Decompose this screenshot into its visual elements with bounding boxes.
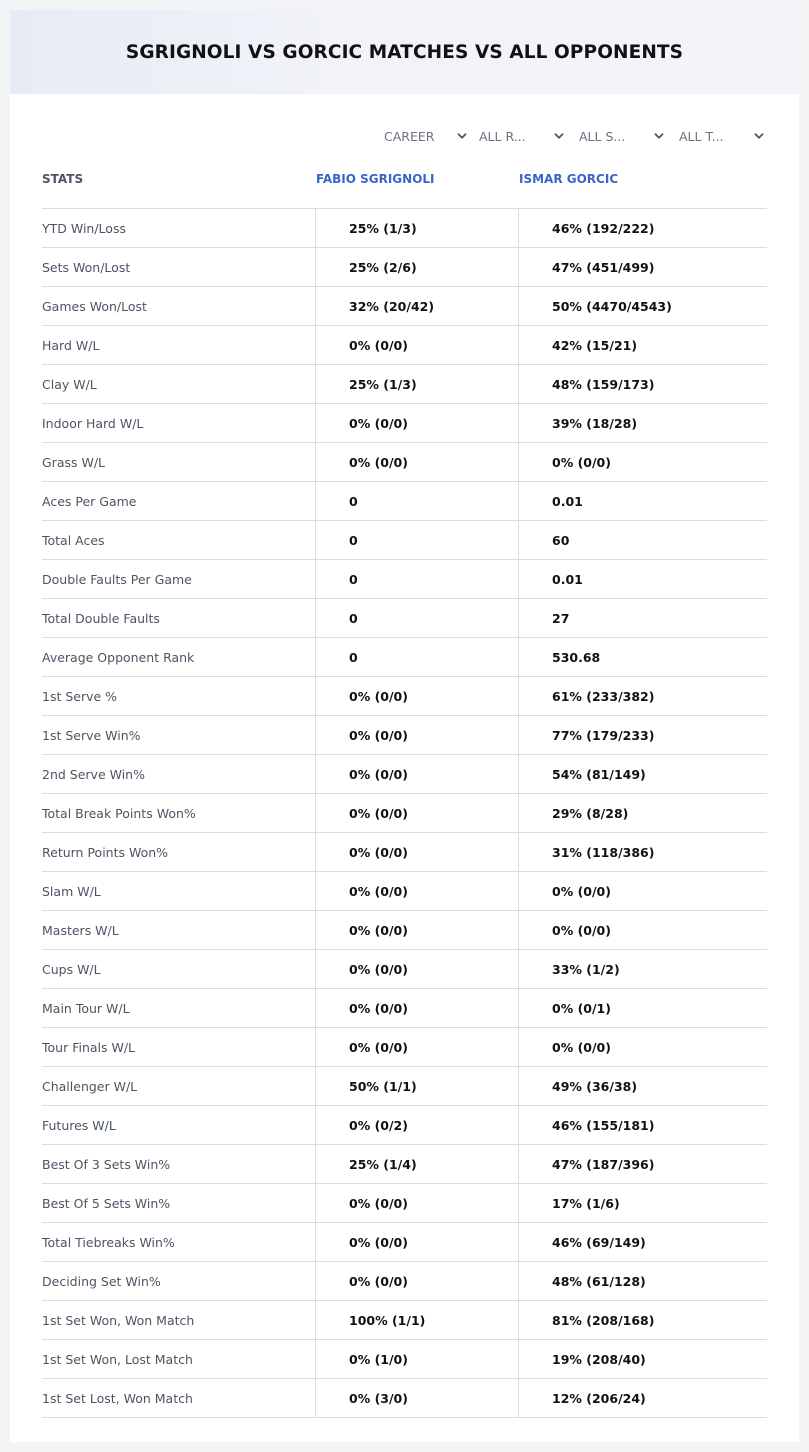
- table-row: [42, 248, 767, 287]
- player1-value-cell: 0% (0/0): [315, 911, 518, 949]
- table-row: [42, 521, 767, 560]
- stat-label-cell: Futures W/L: [42, 1117, 116, 1133]
- player1-value-cell: 0% (1/0): [315, 1340, 518, 1378]
- stat-label-cell: Hard W/L: [42, 337, 100, 353]
- table-row: [42, 599, 767, 638]
- player2-value-cell: 19% (208/40): [518, 1340, 767, 1378]
- stat-label-cell: Clay W/L: [42, 376, 97, 392]
- player2-value-cell: 49% (36/38): [518, 1067, 767, 1105]
- career-filter-label: CAREER: [384, 128, 435, 144]
- stat-label-cell: Grass W/L: [42, 454, 106, 470]
- stat-label-cell: Best Of 5 Sets Win%: [42, 1195, 171, 1211]
- player2-value-cell: 42% (15/21): [518, 326, 767, 364]
- player2-value-cell: 29% (8/28): [518, 794, 767, 832]
- table-row: [42, 287, 767, 326]
- table-row: [42, 638, 767, 677]
- player2-value-cell: 39% (18/28): [518, 404, 767, 442]
- stat-label-cell: Games Won/Lost: [42, 298, 147, 314]
- player1-value-cell: 100% (1/1): [315, 1301, 518, 1339]
- player1-value-cell: 0: [315, 638, 518, 676]
- player1-value-cell: 0: [315, 599, 518, 637]
- player2-value-cell: 61% (233/382): [518, 677, 767, 715]
- player1-value-cell: 25% (1/3): [315, 209, 518, 247]
- player1-value-cell: 0% (0/0): [315, 833, 518, 871]
- stat-label-cell: Average Opponent Rank: [42, 649, 195, 665]
- table-row: [42, 1184, 767, 1223]
- stat-label-cell: Double Faults Per Game: [42, 571, 192, 587]
- player1-value-cell: 0% (0/0): [315, 1223, 518, 1261]
- player2-value-cell: 31% (118/386): [518, 833, 767, 871]
- player1-value-cell: 0% (0/0): [315, 950, 518, 988]
- table-row: [42, 482, 767, 521]
- filter-bar: [10, 126, 799, 146]
- table-row: [42, 1262, 767, 1301]
- stats-card: [10, 10, 799, 1442]
- table-row: [42, 209, 767, 248]
- stat-label-cell: 2nd Serve Win%: [42, 766, 145, 782]
- page-title: SGRIGNOLI VS GORCIC MATCHES VS ALL OPPONENTS: [125, 41, 684, 63]
- stat-label-cell: Aces Per Game: [42, 493, 137, 509]
- tournament-filter-label: ALL T...: [679, 128, 724, 144]
- player2-column-header[interactable]: ISMAR GORCIC: [519, 172, 619, 186]
- table-row: [42, 1067, 767, 1106]
- table-row: [42, 1379, 767, 1418]
- player2-value-cell: 48% (159/173): [518, 365, 767, 403]
- table-row: [42, 1340, 767, 1379]
- round-filter-select[interactable]: [479, 126, 565, 146]
- table-body: [42, 209, 767, 1418]
- stat-label-cell: 1st Serve %: [42, 688, 118, 704]
- player1-column-header[interactable]: FABIO SGRIGNOLI: [316, 172, 435, 186]
- player1-value-cell: 0% (3/0): [315, 1379, 518, 1417]
- player1-value-cell: 0% (0/0): [315, 716, 518, 754]
- table-row: [42, 950, 767, 989]
- stat-label-cell: Slam W/L: [42, 883, 101, 899]
- stat-label-cell: Challenger W/L: [42, 1078, 138, 1094]
- stats-column-header: STATS: [42, 172, 84, 186]
- stat-label-cell: 1st Set Won, Won Match: [42, 1312, 195, 1328]
- player1-value-cell: 0% (0/2): [315, 1106, 518, 1144]
- stats-table: [42, 169, 767, 1418]
- table-row: [42, 716, 767, 755]
- player1-value-cell: 0% (0/0): [315, 1028, 518, 1066]
- player2-value-cell: 77% (179/233): [518, 716, 767, 754]
- player1-value-cell: 0% (0/0): [315, 1184, 518, 1222]
- table-row: [42, 560, 767, 599]
- player1-value-cell: 0% (0/0): [315, 404, 518, 442]
- stat-label-cell: Total Aces: [42, 532, 105, 548]
- player2-value-cell: 81% (208/168): [518, 1301, 767, 1339]
- player1-value-cell: 0% (0/0): [315, 443, 518, 481]
- player2-value-cell: 27: [518, 599, 767, 637]
- table-row: [42, 365, 767, 404]
- stat-label-cell: Deciding Set Win%: [42, 1273, 161, 1289]
- table-row: [42, 1301, 767, 1340]
- table-row: [42, 404, 767, 443]
- round-filter-label: ALL R...: [479, 128, 526, 144]
- player1-value-cell: 0% (0/0): [315, 755, 518, 793]
- chevron-down-icon: [456, 130, 468, 142]
- stat-label-cell: Tour Finals W/L: [42, 1039, 136, 1055]
- surface-filter-label: ALL S...: [579, 128, 626, 144]
- player1-value-cell: 25% (1/4): [315, 1145, 518, 1183]
- stat-label-cell: Masters W/L: [42, 922, 119, 938]
- card-header: [10, 10, 799, 94]
- table-row: [42, 833, 767, 872]
- chevron-down-icon: [553, 130, 565, 142]
- stat-label-cell: 1st Serve Win%: [42, 727, 141, 743]
- chevron-down-icon: [653, 130, 665, 142]
- table-header-row: [42, 169, 767, 209]
- player2-value-cell: 0% (0/0): [518, 911, 767, 949]
- table-row: [42, 1145, 767, 1184]
- player2-value-cell: 17% (1/6): [518, 1184, 767, 1222]
- player2-value-cell: 0% (0/0): [518, 443, 767, 481]
- table-row: [42, 677, 767, 716]
- player2-value-cell: 50% (4470/4543): [518, 287, 767, 325]
- stat-label-cell: Best Of 3 Sets Win%: [42, 1156, 171, 1172]
- table-row: [42, 989, 767, 1028]
- player2-value-cell: 33% (1/2): [518, 950, 767, 988]
- player2-value-cell: 54% (81/149): [518, 755, 767, 793]
- player2-value-cell: 530.68: [518, 638, 767, 676]
- player1-value-cell: 25% (1/3): [315, 365, 518, 403]
- stat-label-cell: 1st Set Won, Lost Match: [42, 1351, 193, 1367]
- player2-value-cell: 0.01: [518, 560, 767, 598]
- player2-value-cell: 46% (192/222): [518, 209, 767, 247]
- stat-label-cell: Return Points Won%: [42, 844, 169, 860]
- stat-label-cell: Total Tiebreaks Win%: [42, 1234, 175, 1250]
- stat-label-cell: Indoor Hard W/L: [42, 415, 144, 431]
- player1-value-cell: 0% (0/0): [315, 872, 518, 910]
- player2-value-cell: 0% (0/1): [518, 989, 767, 1027]
- player2-value-cell: 0% (0/0): [518, 872, 767, 910]
- player2-value-cell: 48% (61/128): [518, 1262, 767, 1300]
- player2-value-cell: 0.01: [518, 482, 767, 520]
- table-row: [42, 872, 767, 911]
- player2-value-cell: 46% (155/181): [518, 1106, 767, 1144]
- player2-value-cell: 47% (451/499): [518, 248, 767, 286]
- player1-value-cell: 25% (2/6): [315, 248, 518, 286]
- career-filter-select[interactable]: [384, 126, 464, 146]
- table-row: [42, 911, 767, 950]
- surface-filter-select[interactable]: [579, 126, 665, 146]
- stat-label-cell: Main Tour W/L: [42, 1000, 130, 1016]
- player1-value-cell: 0% (0/0): [315, 989, 518, 1027]
- stat-label-cell: Sets Won/Lost: [42, 259, 131, 275]
- player1-value-cell: 0% (0/0): [315, 677, 518, 715]
- table-row: [42, 1223, 767, 1262]
- table-row: [42, 755, 767, 794]
- player1-value-cell: 0% (0/0): [315, 1262, 518, 1300]
- table-row: [42, 1106, 767, 1145]
- player2-value-cell: 12% (206/24): [518, 1379, 767, 1417]
- table-row: [42, 443, 767, 482]
- player1-value-cell: 0% (0/0): [315, 326, 518, 364]
- player2-value-cell: 46% (69/149): [518, 1223, 767, 1261]
- table-row: [42, 794, 767, 833]
- table-row: [42, 1028, 767, 1067]
- player1-value-cell: 0: [315, 560, 518, 598]
- player2-value-cell: 0% (0/0): [518, 1028, 767, 1066]
- player1-value-cell: 50% (1/1): [315, 1067, 518, 1105]
- player2-value-cell: 47% (187/396): [518, 1145, 767, 1183]
- stat-label-cell: Total Break Points Won%: [42, 805, 196, 821]
- tournament-filter-select[interactable]: [679, 126, 765, 146]
- chevron-down-icon: [753, 130, 765, 142]
- player1-value-cell: 0% (0/0): [315, 794, 518, 832]
- stat-label-cell: Cups W/L: [42, 961, 101, 977]
- stat-label-cell: Total Double Faults: [42, 610, 160, 626]
- player1-value-cell: 0: [315, 482, 518, 520]
- stat-label-cell: 1st Set Lost, Won Match: [42, 1390, 193, 1406]
- player1-value-cell: 0: [315, 521, 518, 559]
- stat-label-cell: YTD Win/Loss: [42, 220, 126, 236]
- table-row: [42, 326, 767, 365]
- player1-value-cell: 32% (20/42): [315, 287, 518, 325]
- player2-value-cell: 60: [518, 521, 767, 559]
